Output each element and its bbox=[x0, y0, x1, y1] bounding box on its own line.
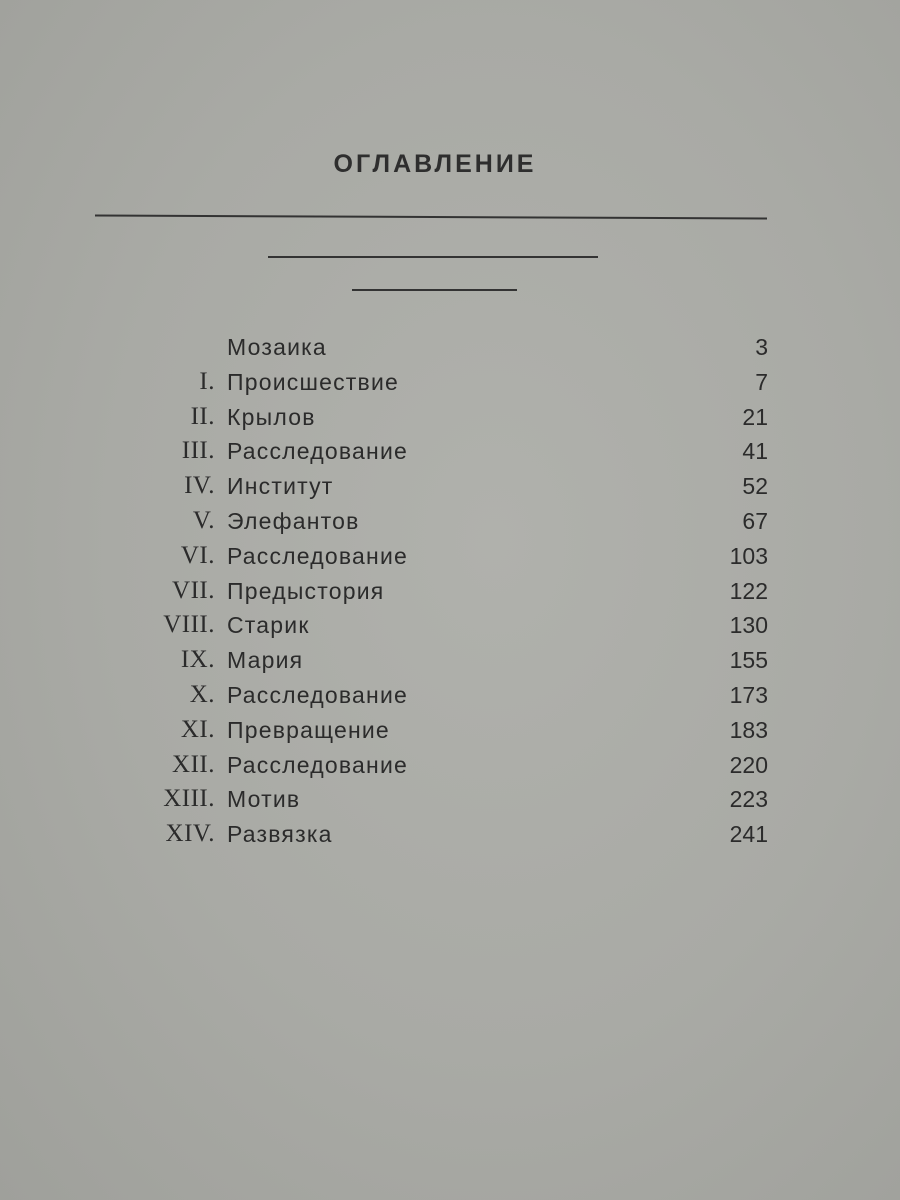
toc-entry bbox=[0, 817, 900, 852]
toc-entry bbox=[0, 643, 900, 678]
toc-entry bbox=[0, 748, 900, 783]
toc-entry bbox=[0, 400, 900, 435]
page-number: 155 bbox=[729, 647, 768, 674]
page-title: ОГЛАВЛЕНИЕ bbox=[333, 150, 537, 178]
page-number: 41 bbox=[742, 438, 768, 465]
chapter-number: III. bbox=[181, 437, 215, 465]
toc-entry bbox=[0, 782, 900, 817]
page-number: 173 bbox=[729, 681, 768, 708]
page-number: 21 bbox=[742, 403, 768, 430]
decorative-rule-long bbox=[95, 215, 767, 220]
chapter-number: XIV. bbox=[165, 820, 215, 848]
toc-entry bbox=[0, 608, 900, 643]
chapter-number: VI. bbox=[180, 541, 215, 569]
chapter-number: V. bbox=[192, 506, 215, 534]
chapter-number: II. bbox=[190, 402, 215, 430]
page-number: 67 bbox=[742, 507, 768, 534]
chapter-number: XI. bbox=[180, 715, 215, 743]
chapter-title: Развязка bbox=[227, 821, 333, 848]
page-number: 130 bbox=[729, 612, 768, 639]
decorative-rule-short bbox=[352, 289, 517, 291]
toc-entry bbox=[0, 330, 900, 365]
chapter-title: Предыстория bbox=[227, 577, 385, 604]
decorative-rule-medium bbox=[268, 256, 598, 258]
page-number: 183 bbox=[729, 716, 768, 743]
page-number: 103 bbox=[729, 542, 768, 569]
chapter-title: Превращение bbox=[227, 716, 390, 743]
chapter-title: Происшествие bbox=[227, 368, 399, 395]
page-number: 241 bbox=[729, 821, 768, 848]
chapter-title: Крылов bbox=[227, 403, 316, 430]
page-number: 223 bbox=[729, 786, 768, 813]
chapter-title: Мотив bbox=[227, 786, 301, 813]
chapter-number: IV. bbox=[184, 472, 215, 500]
chapter-title: Мария bbox=[227, 647, 304, 674]
chapter-number: XIII. bbox=[163, 785, 215, 813]
toc-entry bbox=[0, 678, 900, 713]
table-of-contents bbox=[0, 330, 900, 852]
toc-entry bbox=[0, 574, 900, 609]
page-number: 3 bbox=[755, 334, 768, 360]
page-number: 220 bbox=[729, 751, 768, 778]
toc-entry bbox=[0, 504, 900, 539]
toc-entry bbox=[0, 469, 900, 504]
page-number: 122 bbox=[729, 577, 768, 604]
chapter-number: XII. bbox=[172, 750, 215, 778]
toc-entry bbox=[0, 365, 900, 400]
chapter-number: VII. bbox=[172, 576, 215, 604]
chapter-title: Расследование bbox=[227, 751, 408, 778]
chapter-number: IX. bbox=[180, 646, 215, 674]
toc-entry bbox=[0, 539, 900, 574]
chapter-title: Старик bbox=[227, 612, 310, 639]
chapter-title: Расследование bbox=[227, 542, 408, 569]
chapter-title: Расследование bbox=[227, 681, 408, 708]
chapter-number: VIII. bbox=[163, 611, 215, 639]
chapter-number: X. bbox=[189, 680, 215, 708]
chapter-title: Элефантов bbox=[227, 507, 360, 534]
chapter-number: I. bbox=[199, 367, 215, 395]
chapter-title: Институт bbox=[227, 473, 334, 500]
page-number: 52 bbox=[742, 473, 768, 500]
toc-entry bbox=[0, 713, 900, 748]
chapter-title: Расследование bbox=[227, 438, 408, 465]
toc-entry bbox=[0, 434, 900, 469]
chapter-title: Мозаика bbox=[227, 334, 327, 360]
page-number: 7 bbox=[755, 368, 768, 395]
